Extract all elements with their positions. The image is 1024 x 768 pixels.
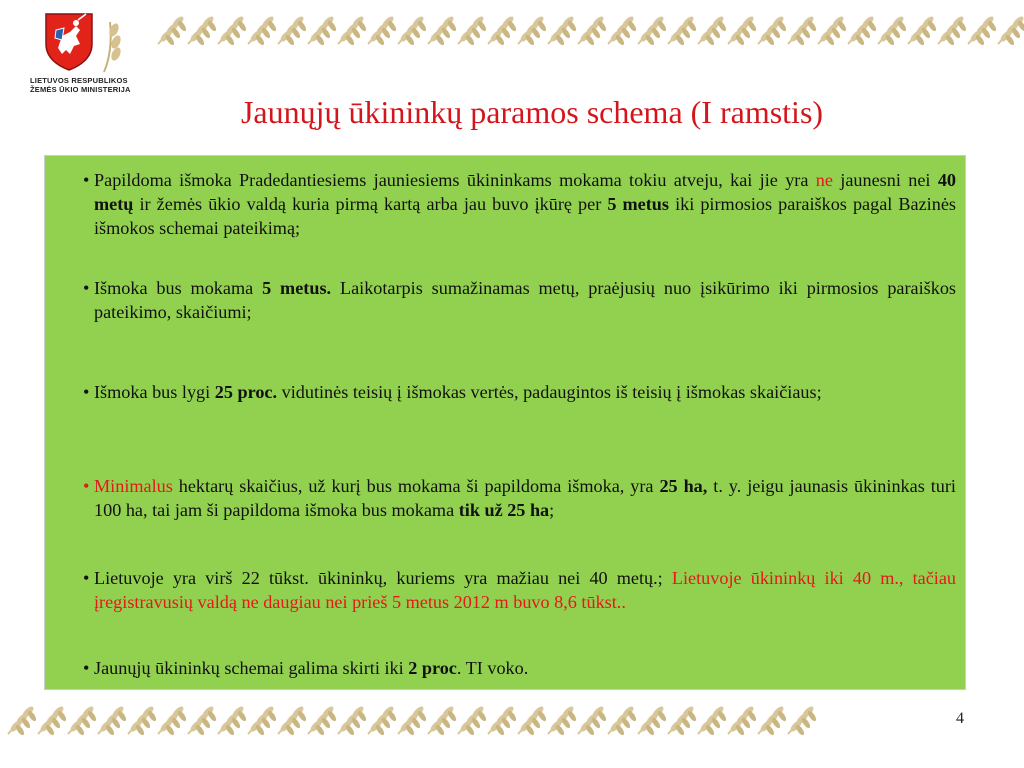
text-run: vidutinės teisių į išmokas vertės, padaugintos iš teisių į išmokas skaičiaus; <box>277 382 822 402</box>
wheat-motif <box>248 705 278 737</box>
wheat-motif <box>788 705 818 737</box>
bullet-marker: • <box>83 170 90 190</box>
text-run: iki pirmosios paraiškos pagal Bazinės išmokos schemai pateikimą; <box>94 194 956 238</box>
bullet-text <box>94 566 956 614</box>
wheat-motif <box>518 705 548 737</box>
wheat-motif <box>638 15 668 47</box>
wheat-motif <box>758 15 788 47</box>
text-run: 40 metų <box>94 170 956 214</box>
slide-title: Jaunųjų ūkininkų paramos schema (I ramstis) <box>240 94 824 130</box>
wheat-motif <box>608 15 638 47</box>
text-run: 5 metus <box>607 194 669 214</box>
wheat-motif <box>548 705 578 737</box>
bullet-marker: • <box>83 658 90 678</box>
wheat-motif <box>278 705 308 737</box>
wheat-motif <box>218 15 248 47</box>
bullet-marker: • <box>83 278 90 298</box>
text-run: 25 ha, <box>659 476 708 496</box>
wheat-motif <box>98 705 128 737</box>
wheat-motif <box>218 705 248 737</box>
wheat-motif <box>908 15 938 47</box>
wheat-motif <box>338 15 368 47</box>
wheat-ornament-bottom <box>0 704 820 738</box>
bullet-marker: • <box>83 476 90 496</box>
wheat-motif <box>158 15 188 47</box>
wheat-motif <box>968 15 998 47</box>
wheat-motif <box>38 705 68 737</box>
text-run: ir žemės ūkio valdą kuria pirmą kartą arba jau buvo įkūrę per <box>133 194 608 214</box>
bullet-text <box>94 380 956 404</box>
wheat-motif <box>818 15 848 47</box>
page-number: 4 <box>956 710 964 727</box>
wheat-motif <box>758 705 788 737</box>
wheat-motif <box>698 705 728 737</box>
bullet-marker: • <box>83 382 90 402</box>
wheat-motif <box>308 705 338 737</box>
wheat-motif <box>848 15 878 47</box>
wheat-motif <box>938 15 968 47</box>
wheat-motif <box>428 15 458 47</box>
wheat-motif <box>278 15 308 47</box>
text-run: jaunesni nei <box>832 170 938 190</box>
text-run: 2 proc <box>408 658 457 678</box>
wheat-motif <box>458 15 488 47</box>
wheat-motif <box>788 15 818 47</box>
text-run: 25 proc. <box>214 382 278 402</box>
wheat-motif <box>578 15 608 47</box>
bullet-marker: • <box>83 568 90 588</box>
bullet-text <box>94 474 956 522</box>
logo-line-1: LIETUVOS RESPUBLIKOS <box>30 76 128 85</box>
wheat-ornament-top <box>150 14 1024 48</box>
wheat-motif <box>698 15 728 47</box>
wheat-motif <box>518 15 548 47</box>
bullet-text <box>94 656 956 680</box>
text-run: 5 metus. <box>262 278 332 298</box>
wheat-motif <box>398 15 428 47</box>
text-run: Išmoka bus lygi <box>94 382 215 402</box>
wheat-motif <box>308 15 338 47</box>
wheat-sprig-icon <box>100 18 128 74</box>
wheat-motif <box>998 15 1024 47</box>
wheat-motif <box>188 15 218 47</box>
text-run: ne <box>815 170 833 190</box>
bullet-text <box>94 168 956 240</box>
wheat-motif <box>728 15 758 47</box>
wheat-motif <box>668 15 698 47</box>
text-run: ; <box>549 500 555 520</box>
wheat-motif <box>488 705 518 737</box>
text-run: Jaunųjų ūkininkų schemai galima skirti iki <box>94 658 409 678</box>
wheat-motif <box>428 705 458 737</box>
text-run: t. y. jeigu jaunasis ūkininkas turi 100 ha, tai jam ši papildoma išmoka bus mokama <box>94 476 956 520</box>
wheat-motif <box>458 705 488 737</box>
wheat-motif <box>368 15 398 47</box>
wheat-motif <box>488 15 518 47</box>
wheat-motif <box>68 705 98 737</box>
text-run: Lietuvoje ūkininkų iki 40 m., tačiau įregistravusių valdą ne daugiau nei prieš 5 metus 2012 m buvo 8,6 tūkst.. <box>94 568 956 612</box>
wheat-motif <box>668 705 698 737</box>
text-run: Laikotarpis sumažinamas metų, praėjusių nuo įsikūrimo iki pirmosios paraiškos pateikimo, skaičiumi; <box>94 278 957 322</box>
text-run: Minimalus <box>94 476 173 496</box>
wheat-motif <box>128 705 158 737</box>
logo-text <box>30 76 160 94</box>
text-run: tik už 25 ha <box>458 500 550 520</box>
wheat-motif <box>608 705 638 737</box>
text-run: hektarų skaičius, už kurį bus mokama ši papildoma išmoka, yra <box>172 476 660 496</box>
text-run: Papildoma išmoka Pradedantiesiems jauniesiems ūkininkams mokama tokiu atveju, kai jie yra <box>94 170 816 190</box>
wheat-motif <box>188 705 218 737</box>
wheat-motif <box>578 705 608 737</box>
wheat-motif <box>338 705 368 737</box>
content-panel <box>44 155 966 690</box>
wheat-motif <box>248 15 278 47</box>
wheat-motif <box>548 15 578 47</box>
wheat-motif <box>158 705 188 737</box>
wheat-motif <box>8 705 38 737</box>
bullet-text <box>94 276 956 324</box>
text-run: Lietuvoje yra virš 22 tūkst. ūkininkų, kuriems yra mažiau nei 40 metų.; <box>94 568 672 588</box>
text-run: . TI voko. <box>456 658 529 678</box>
text-run: Išmoka bus mokama <box>94 278 263 298</box>
wheat-motif <box>638 705 668 737</box>
logo-line-2: ŽEMĖS ŪKIO MINISTERIJA <box>30 85 131 94</box>
wheat-motif <box>398 705 428 737</box>
wheat-motif <box>878 15 908 47</box>
wheat-motif <box>368 705 398 737</box>
ministry-logo <box>30 10 150 100</box>
wheat-motif <box>728 705 758 737</box>
coat-of-arms-icon <box>40 10 98 72</box>
